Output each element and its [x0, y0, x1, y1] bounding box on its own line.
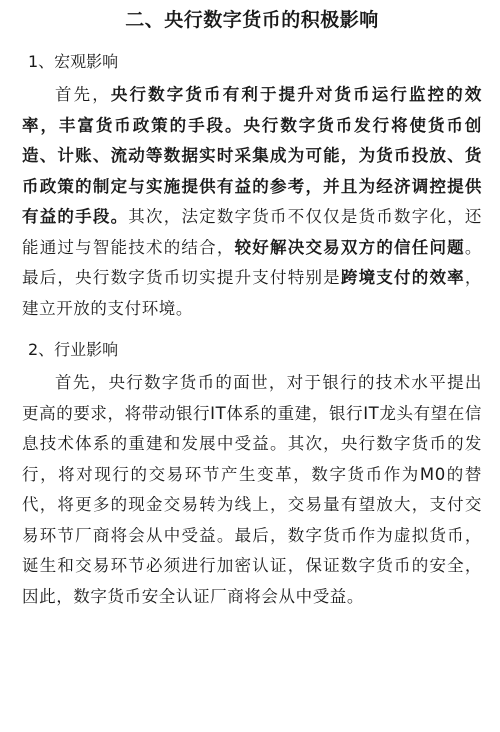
section-paragraph-macro — [22, 80, 482, 324]
bold-text-segment: 较好解决交易双方的信任问题 — [234, 237, 465, 257]
section-paragraph-industry — [22, 368, 482, 612]
bold-text-segment: 央行数字货币有利于提升对货币运行监控的效率，丰富货币政策的手段。央行数字货币发行将使货币创造、计账、流动等数据实时采集成为可能，为货币投放、货币政策的制定与实施提供有益的参考，并且为经济调控提供有益的手段。 — [22, 85, 482, 226]
bold-text-segment: 跨境支付的效率 — [340, 268, 465, 287]
page-title: 二、央行数字货币的积极影响 — [125, 9, 379, 31]
text-segment: 其次，法定数字货币不仅仅是货币数字化，还能通过与智能技术的结合， — [22, 207, 482, 257]
text-segment: 首先，央行数字货币的面世，对于银行的技术水平提出更高的要求，将带动银行IT体系的重建，银行IT龙头有望在信息技术体系的重建和发展中受益。其次，央行数字货币的发行，将对现行的交易环节产生变革，数字货币作为M0的替代，将更多的现金交易转为线上，交易量有望放大，支付交易环节厂商将会从中受益。最后，数字货币作为虚拟货币，诞生和交易环节必须进行加密认证，保证数字货币的安全，因此，数字货币安全认证厂商将会从中受益。 — [22, 373, 482, 606]
text-segment: 首先， — [55, 85, 111, 104]
section-heading-macro: 1、宏观影响 — [28, 52, 119, 71]
text-segment: ，建立开放的支付环境。 — [22, 268, 482, 318]
text-segment: 。最后，央行数字货币切实提升支付特别是 — [22, 237, 482, 287]
section-heading-industry: 2、行业影响 — [28, 340, 119, 359]
